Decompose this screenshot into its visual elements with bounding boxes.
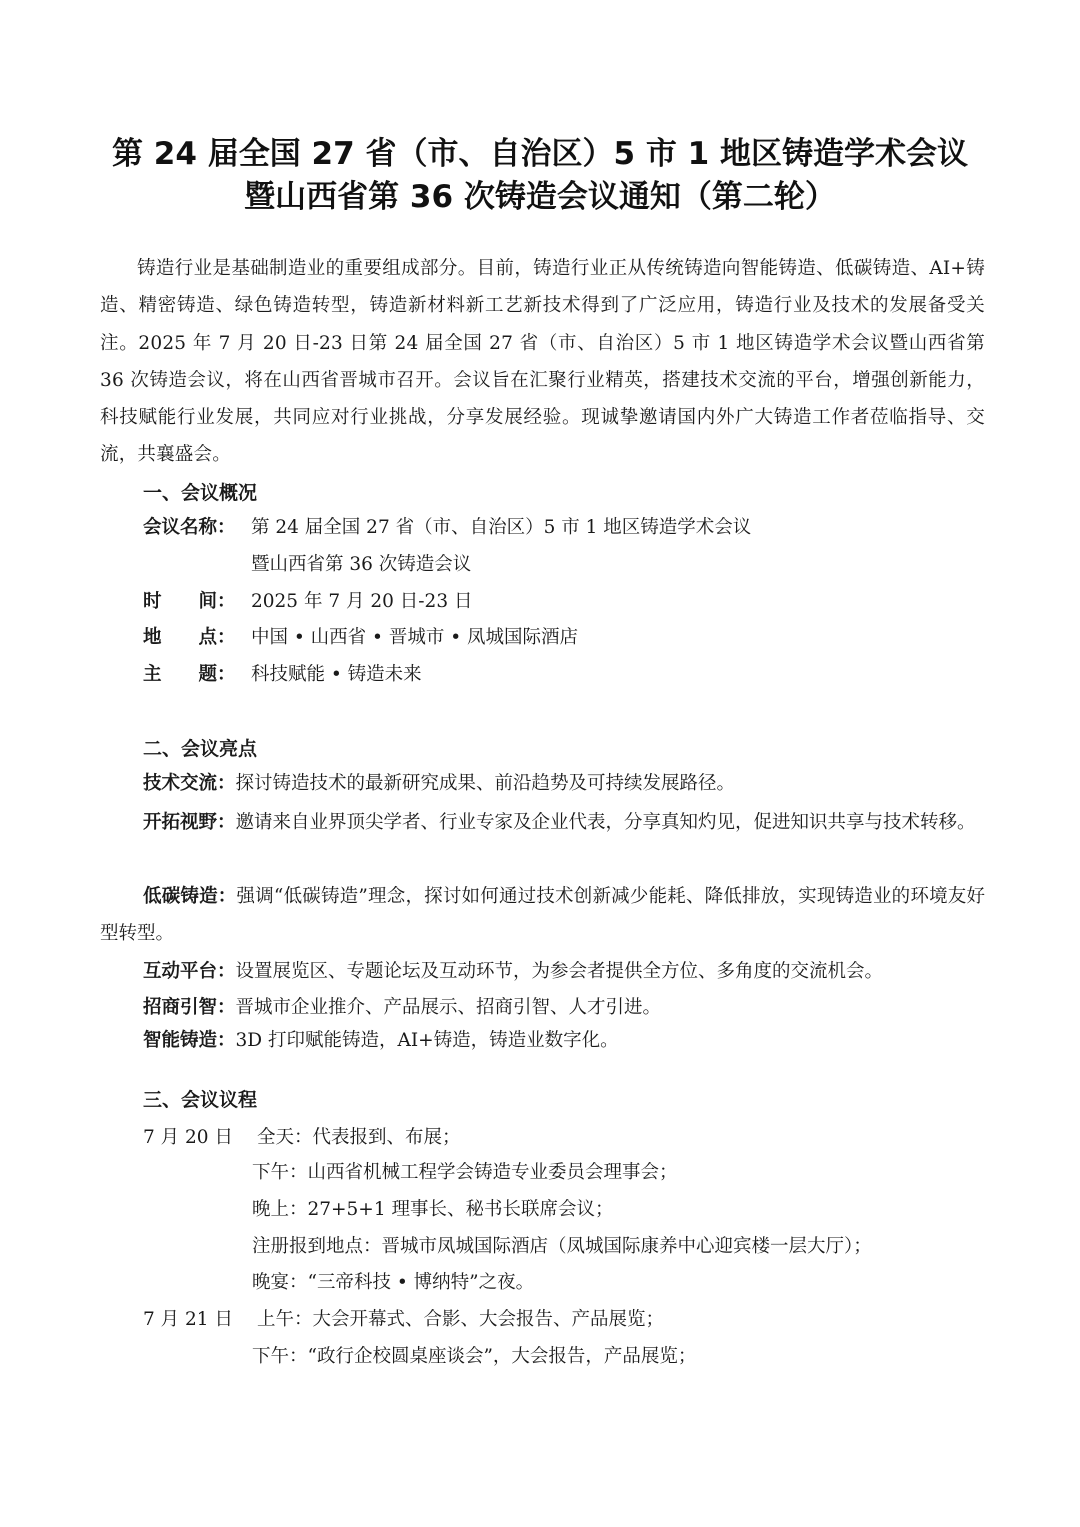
highlight-text: 探讨铸造技术的最新研究成果、前沿趋势及可持续发展路径。 [235,773,736,794]
document-title-line-2: 暨山西省第 36 次铸造会议通知（第二轮） [244,179,836,215]
document-title-line-1: 第 24 届全国 27 省（市、自治区）5 市 1 地区铸造学术会议 [112,136,968,172]
meeting-name-row [143,513,751,543]
section-2-heading: 二、会议亮点 [143,738,258,760]
meeting-theme-label: 主 题： [143,664,236,685]
agenda-line: 晚上：27+5+1 理事长、秘书长联席会议； [252,1199,614,1220]
highlight-label: 智能铸造： [143,1030,236,1051]
meeting-time-value: 2025 年 7 月 20 日-23 日 [251,591,473,612]
agenda-line: 晚宴：“三帝科技 • 博纳特”之夜。 [252,1272,535,1293]
meeting-theme-row [143,660,422,690]
meeting-time-row [143,587,472,617]
agenda-line: 下午：“政行企校圆桌座谈会”，大会报告，产品展览； [252,1346,697,1367]
meeting-name-value: 第 24 届全国 27 省（市、自治区）5 市 1 地区铸造学术会议 [251,517,752,538]
meeting-name-label: 会议名称： [143,517,236,538]
highlight-item [100,953,985,990]
intro-paragraph: 铸造行业是基础制造业的重要组成部分。目前，铸造行业正从传统铸造向智能铸造、低碳铸造、AI+铸造、精密铸造、绿色铸造转型，铸造新材料新工艺新技术得到了广泛应用，铸造行业及技术的发展备受关注。2025 年 7 月 20 日-23 日第 24 届全国 27 省（市、自治区）5 市 1 地区铸造学术会议暨山西省第 36 次铸造会议，将在山西省晋城市召开。会议旨在汇聚行业精英，搭建技术交流的平台，增强创新能力，科技赋能行业发展，共同应对行业挑战，分享发展经验。现诚挚邀请国内外广大铸造工作者莅临指导、交流，共襄盛会。 [100,258,985,466]
agenda-date-day-2: 7 月 21 日 [143,1309,233,1330]
highlight-text: 设置展览区、专题论坛及互动环节，为参会者提供全方位、多角度的交流机会。 [235,961,884,982]
highlight-item [100,878,985,952]
agenda-line: 全天：代表报到、布展； [257,1127,461,1148]
section-3-heading: 三、会议议程 [143,1089,258,1111]
highlight-label: 开拓视野： [143,812,236,833]
meeting-time-label: 时 间： [143,591,236,612]
meeting-place-value: 中国 • 山西省 • 晋城市 • 凤城国际酒店 [251,627,579,648]
highlight-label: 招商引智： [143,997,236,1018]
highlight-label: 低碳铸造： [143,886,237,907]
highlight-label: 互动平台： [143,961,236,982]
agenda-date-day-1: 7 月 20 日 [143,1127,233,1148]
agenda-line: 上午：大会开幕式、合影、大会报告、产品展览； [257,1309,665,1330]
meeting-place-row [143,623,578,653]
highlight-text: 强调“低碳铸造”理念，探讨如何通过技术创新减少能耗、降低排放，实现铸造业的环境友好型转型。 [100,886,985,944]
highlight-item [100,1022,985,1059]
highlight-text: 3D 打印赋能铸造，AI+铸造，铸造业数字化。 [235,1030,619,1051]
agenda-line: 注册报到地点：晋城市凤城国际酒店（凤城国际康养中心迎宾楼一层大厅）； [252,1236,872,1257]
highlight-text: 晋城市企业推介、产品展示、招商引智、人才引进。 [235,997,662,1018]
section-1-heading: 一、会议概况 [143,482,258,504]
agenda-line: 下午：山西省机械工程学会铸造专业委员会理事会； [252,1162,678,1183]
highlight-item [100,989,985,1026]
meeting-name-value-line-2: 暨山西省第 36 次铸造会议 [251,554,472,575]
highlight-item [100,804,985,841]
highlight-text: 邀请来自业界顶尖学者、行业专家及企业代表，分享真知灼见，促进知识共享与技术转移。 [235,812,976,833]
meeting-place-label: 地 点： [143,627,236,648]
meeting-theme-value: 科技赋能 • 铸造未来 [251,664,422,685]
highlight-item [100,765,985,802]
highlight-label: 技术交流： [143,773,236,794]
